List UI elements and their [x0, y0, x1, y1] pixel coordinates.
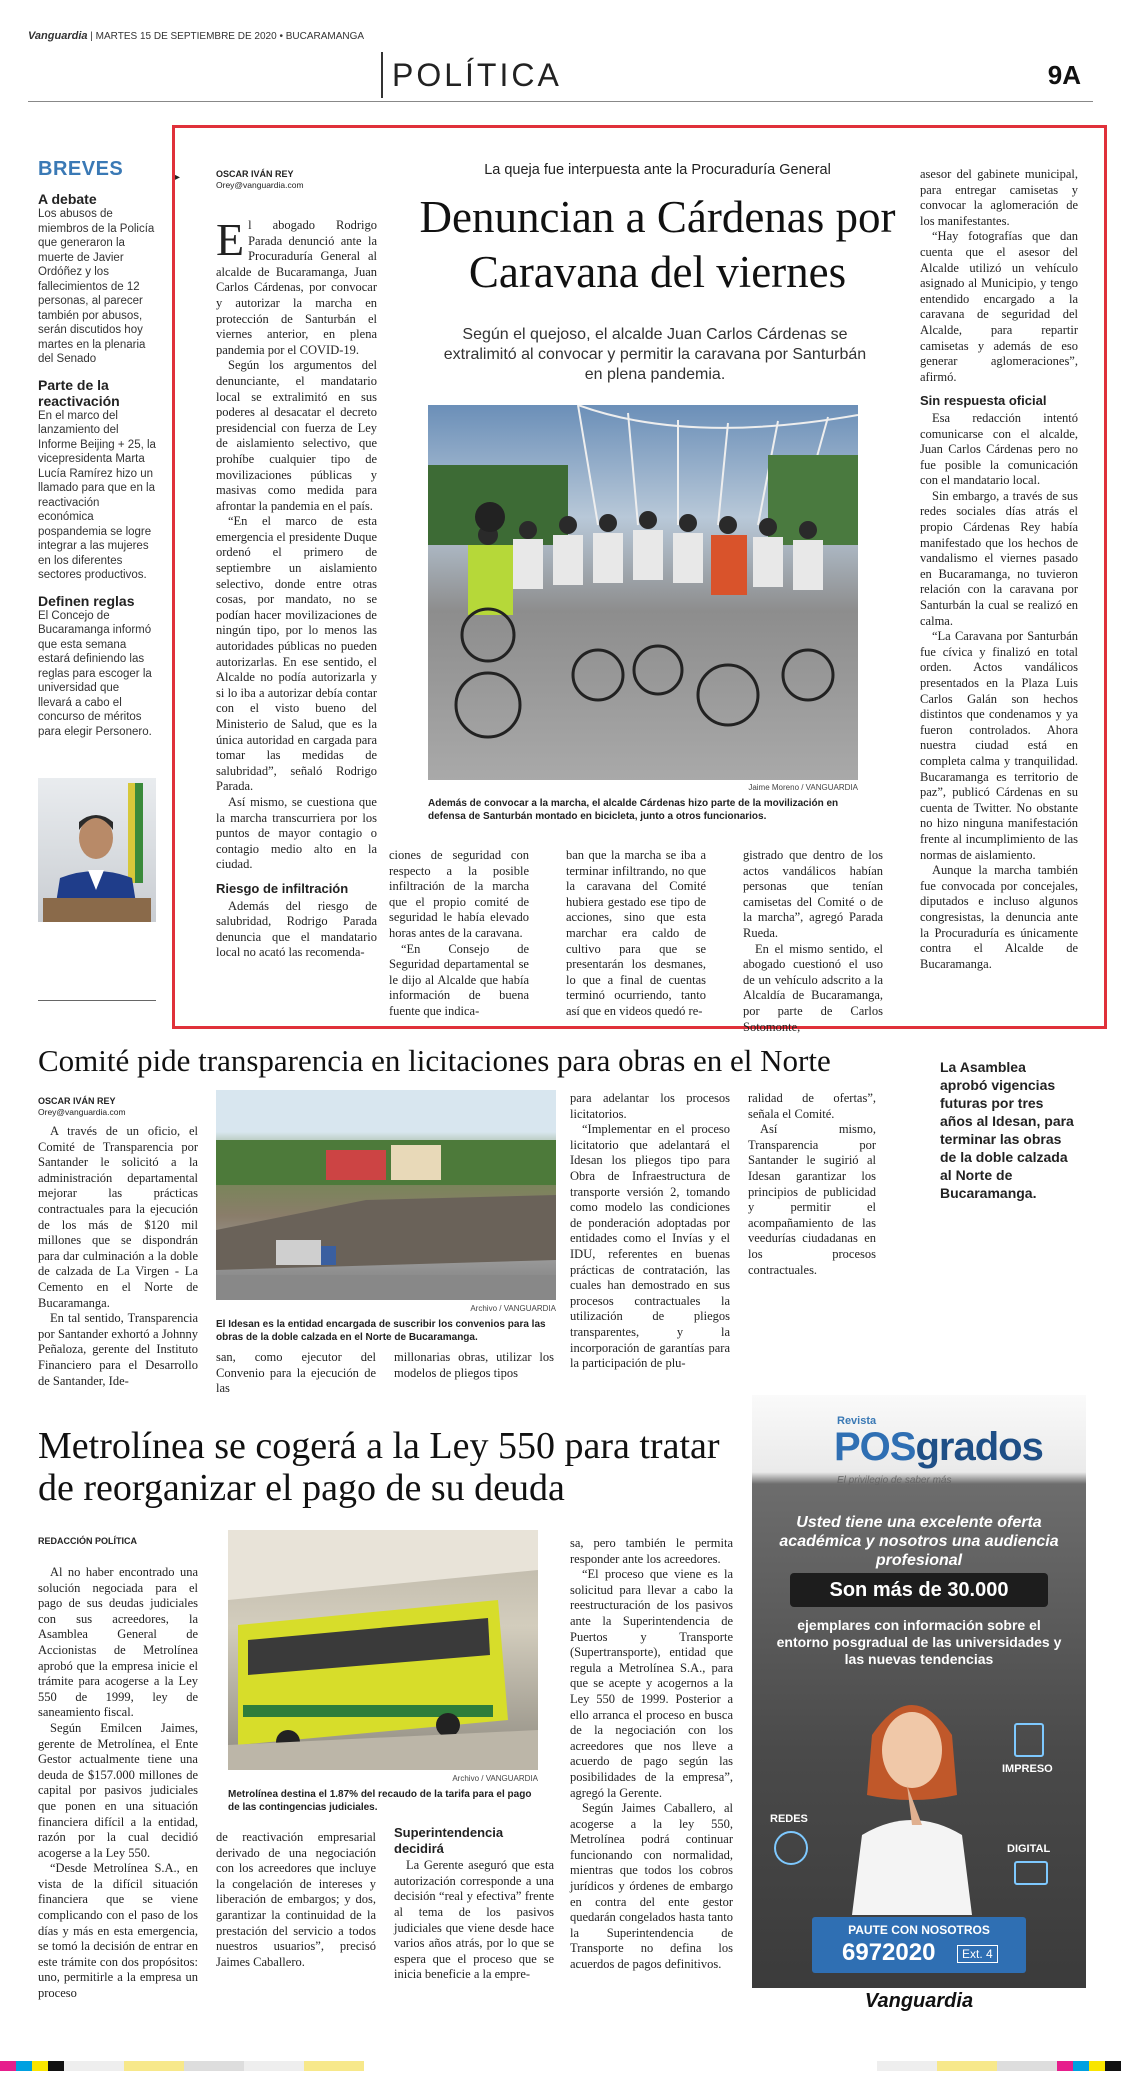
article2-headline: Comité pide transparencia en licitaciones para obras en el Norte — [38, 1043, 831, 1078]
breve-heading: Definen reglas — [38, 592, 135, 609]
main-column-3: ban que la marcha se iba a terminar infiltrando, no que la caravana del Comité hubiera gestado ese tipo de acciones, sino que esta marchar era caldo de cultivo para que se presentarán los desmanes, lo que a final de cuentas terminó ocurriendo, tanto así que en videos quedó re- — [566, 848, 706, 1018]
print-color-bar — [0, 2058, 1121, 2068]
digital-icon — [1014, 1861, 1048, 1885]
social-icon — [774, 1831, 808, 1865]
article2-sidebar-quote: La Asamblea aprobó vigencias futuras por tres años al Idesan, para terminar las obras de la doble calzada al Norte de Bucaramanga. — [940, 1059, 1074, 1201]
road-works-photo — [216, 1090, 556, 1300]
article2-column-2b: millonarias obras, utilizar los modelos de pliegos tipos — [394, 1350, 554, 1380]
page-number: 9A — [1047, 60, 1081, 90]
brand-logo: Vanguardia — [28, 30, 88, 42]
article3-column-1: Al no haber encontrado una solución negociada para el pago de sus deudas judiciales con sus acreedores, la Asamblea General de Accionistas de Metrolínea aprobó que la empresa inicie el trámite para acogerse a la Ley 550 de 1999, ley de saneamiento fiscal. Según Emilcen Jaimes, gerente de Metrolínea, el Ente Gestor actualmente tiene una deuda de $157.000 millones de capital por pasivos judiciales que ponen en una situación financiera difícil a la entidad, razón por la cual decidió acogerse a la Ley 550. “Desde Metrolínea S.A., en vista de la difícil situación financiera que se viene complicando con el paso de los días y más en esta emergencia, se tomó la decisión de entrar en este trámite con dos propósitos: uno, permitirle a la empresa un proceso — [38, 1565, 198, 2001]
breves-title: BREVES — [38, 158, 124, 180]
ad-redes: REDES — [770, 1813, 808, 1825]
subhead: Riesgo de infiltración — [216, 880, 349, 896]
article3-byline: REDACCIÓN POLÍTICA — [38, 1536, 137, 1546]
byline-email: Orey@vanguardia.com — [216, 180, 304, 190]
masthead: Vanguardia | MARTES 15 DE SEPTIEMBRE DE 2020 • BUCARAMANGA — [28, 30, 365, 42]
article3-column-2b: Superintendencia decidirá La Gerente aseguró que esta autorización corresponde a una decisión “real y efectiva” frente al tema de los pasivos judiciales que viene desde hace varios años atrás, por lo que se espera que el proceso que se inicia beneficie a la empre- — [394, 1825, 554, 1982]
ad-tagline: El privilegio de saber más — [837, 1475, 952, 1486]
main-column-right: asesor del gabinete municipal, para entregar camisetas y convocar la aglomeración de los manifestantes. “Hay fotografías que dan cuenta que el asesor del Alcalde utilizó un vehículo asignado al Municipio, y tengo entendido encargado a la caravana de seguridad del Alcalde, para repartir camisetas y además de eso generar aglomeraciones”, afirmó. Sin respuesta oficial Esa redacción intentó comunicarse con el alcalde, Juan Carlos Cárdenas pero no fue posible la comunicación con el mandatario local. Sin embargo, a través de sus redes sociales días atrás el propio Cárdenas Rey había manifestado que los hechos de vandalismo el viernes pasado en Bucaramanga, no tuvieron relación con la caravana por Santurbán la cual se realizó en calma. “La Caravana por Santurbán fue cívica y finalizó en total orden. Actos vandálicos presentados en la Plaza Luis Carlos Galán son hechos distintos que condenamos y ya fueron controlados. Ahora nuestra ciudad está en completa calma y tranquilidad. Bucaramanga es territorio de paz”, publicó Cárdenas en su cuenta de Twitter. No obstante no hizo ninguna manifestación frente al incumplimiento de las normas de aislamiento. Aunque la marcha también fue convocada por concejales, diputados e incluso algunos congresistas, la denuncia ante la Procuraduría es únicamente contra el Alcalde de Bucaramanga. — [920, 167, 1078, 971]
photo-credit: Archivo / VANGUARDIA — [452, 1774, 538, 1783]
article2-byline: OSCAR IVÁN REY Orey@vanguardia.com — [38, 1096, 126, 1117]
woman-illustration — [812, 1675, 1012, 1915]
photo-credit: Archivo / VANGUARDIA — [470, 1304, 556, 1313]
subhead: Sin respuesta oficial — [920, 393, 1047, 409]
ad-revista: Revista — [837, 1415, 877, 1427]
mayor-portrait-photo — [38, 778, 156, 922]
article2-column-4: ralidad de ofertas”, señala el Comité. Así mismo, Transparencia por Santander le sugirió al Idesan garantizar los principios de publicidad y permitir el acompañamiento de las veedurías ciudadanas en los procesos contractuales. — [748, 1091, 876, 1277]
photo-credit: Jaime Moreno / VANGUARDIA — [748, 783, 858, 792]
header-rule — [28, 101, 1093, 102]
article2-column-1: A través de un oficio, el Comité de Transparencia por Santander le solicitó a la administración departamental mejorar las prácticas contractuales para la ejecución de los más de $120 mil millones que se dispondrán para dar culminación a la doble de calzada de La Virgen - La Cemento en el Norte de Bucaramanga. En tal sentido, Transparencia por Santander exhortó a Johnny Peñaloza, gerente del Instituto Financiero para el Desarrollo de Santander, Ide- — [38, 1124, 198, 1388]
breve-heading: Parte de la reactivación — [38, 376, 120, 409]
byline-name: OSCAR IVÁN REY — [216, 169, 294, 179]
subhead: Superintendencia decidirá — [394, 1825, 504, 1856]
ad-line-1: Usted tiene una excelente oferta académica y nosotros una audiencia profesional — [779, 1514, 1059, 1569]
section-divider — [381, 52, 383, 98]
metrolinea-bus-photo — [228, 1530, 538, 1770]
photo-caption: Además de convocar a la marcha, el alcalde Cárdenas hizo parte de la movilización en defensa de Santurbán montado en bicicleta, junto a otros funcionarios. — [428, 798, 839, 822]
ad-cta-box: PAUTE CON NOSOTROS 6972020 Ext. 4 — [812, 1917, 1026, 1973]
main-kicker: La queja fue interpuesta ante la Procuraduría General — [484, 162, 831, 178]
photo-caption: Metrolínea destina el 1.87% del recaudo de la tarifa para el pago de las contingencias judiciales. — [228, 1789, 532, 1813]
main-dek: Según el quejoso, el alcalde Juan Carlos Cárdenas se extralimitó al convocar y permitir la caravana por Santurbán en plena pandemia. — [443, 326, 867, 383]
ad-impreso: IMPRESO — [1002, 1763, 1053, 1775]
drop-cap: E — [216, 214, 245, 265]
main-column-4: gistrado que dentro de los actos vandálicos habían personas que tenían camisetas del Comité o de la marcha”, agregó Parada Rueda. En el mismo sentido, el abogado cuestionó el uso de un vehículo adscrito a la Alcaldía de Bucaramanga, por parte de Carlos Sotomonte, — [743, 848, 883, 1034]
ad-digital: DIGITAL — [1007, 1843, 1051, 1855]
article2-column-2a: san, como ejecutor del Convenio para la ejecución de las — [216, 1350, 376, 1396]
ad-ext: Ext. 4 — [957, 1945, 998, 1963]
breves-rule — [38, 1000, 156, 1001]
article3-headline: Metrolínea se cogerá a la Ley 550 para tratar de reorganizar el pago de su deuda — [38, 1425, 720, 1509]
ad-brand: POSgrados — [834, 1425, 1043, 1469]
breve-text: En el marco del lanzamiento del Informe Beijing + 25, la vicepresidenta Marta Lucía Ramírez hizo un llamado para que en la reactivación económica pospandemia se logre integrar a las mujeres en los diferentes sectores productivos. — [38, 409, 156, 581]
article2-column-3: para adelantar los procesos licitatorios. “Implementar en el proceso licitatorio que adelantará el Idesan los pliegos tipo para Obra de Infraestructura de transporte versión 2, tomando como modelo las condiciones de ponderación adoptadas por entidades como el Invías y el IDU, referentes en buenas prácticas de contratación, las cuales han demostrado en sus procesos contractuales la utilización de pliegos transparentes, y la incorporación de garantías para la participación de plu- — [570, 1091, 730, 1371]
ad-footer-brand: Vanguardia — [752, 1990, 1086, 2013]
breve-text: El Concejo de Bucaramanga informó que esta semana estará definiendo las reglas para escoger la universidad que llevará a cabo el concurso de méritos para elegir Personero. — [38, 609, 152, 738]
ad-line-2: ejemplares con información sobre el entorno posgradual de las universidades y las nuevas tendencias — [776, 1617, 1062, 1667]
photo-caption: El Idesan es la entidad encargada de suscribir los convenios para las obras de la doble calzada en el Norte de Bucaramanga. — [216, 1319, 546, 1343]
dateline: MARTES 15 DE SEPTIEMBRE DE 2020 • BUCARAMANGA — [95, 31, 365, 42]
caravan-photo — [428, 405, 858, 780]
article-marker-icon: ▸ — [175, 172, 181, 183]
ad-phone: 6972020 — [842, 1939, 936, 1966]
main-column-2: ciones de seguridad con respecto a la posible infiltración de la marcha que el propio comité de seguridad le había elevado horas antes de la caravana. “En Consejo de Seguridad departamental se le dijo al Alcalde que había información de buena fuente que indica- — [389, 848, 529, 1018]
article3-column-3: sa, pero también le permita responder ante los acreedores. “El proceso que viene es la solicitud para llevar a cabo la reestructuración de los pasivos ante la Superintendencia de Puertos y Transporte (Supertransporte), entidad que regula a Metrolínea S.A., para que se acepte y acogernos a la Ley 550 de 1999. Posterior a ello arranca el proceso en busca de la negociación con los acreedores que nos lleve a acuerdo de pago según las posibilidades de la empresa”, agregó la Gerente. Según Jaimes Caballero, al acogerse a la ley 550, Metrolínea podrá continuar funcionando con normalidad, mientras que todos los cobros jurídicos y órdenes de embargo en contra del ente gestor quedarán congelados hasta tanto la Superintendencia de Transporte no defina los acuerdos de pagos definitivos. — [570, 1536, 733, 1972]
section-title: POLÍTICA — [392, 57, 562, 93]
article3-column-2a: de reactivación empresarial derivado de una negociación con los acreedores que incluye la congelación de intereses y liberación de embargos; y dos, garantizar la continuidad de la prestación del servicio a todos nuestros usuarios”, precisó Jaimes Caballero. — [216, 1830, 376, 1969]
ad-big-number: Son más de 30.000 — [790, 1573, 1048, 1607]
main-byline — [216, 169, 366, 191]
breve-heading: A debate — [38, 191, 97, 207]
print-icon — [1014, 1723, 1044, 1757]
breve-text: Los abusos de miembros de la Policía que generaron la muerte de Javier Ordóñez y los fallecimientos de 12 personas, al parecer también por abusos, serán discutidos hoy martes en la plenaria del Senado — [38, 208, 155, 365]
posgrados-ad — [752, 1395, 1086, 1988]
main-column-1: E l abogado Rodrigo Parada denunció ante la Procuraduría General al alcalde de Bucaramanga, Juan Carlos Cárdenas, por convocar y autorizar la marcha en protección de Santurbán el viernes anterior, en plena pandemia por el COVID-19. Según los argumentos del denunciante, el mandatario local se extralimitó en sus poderes al desacatar el decreto presidencial con fuerza de Ley de aislamiento selectivo, que prohíbe cualquier tipo de movilizaciones públicas y masivas como medida para afrontar la pandemia en el país. “En el marco de esta emergencia el presidente Duque ordenó el primero de septiembre un aislamiento selectivo, donde entre otras cosas, por mandato, no se podían hacer movilizaciones de ningún tipo, por lo menos las autoridades públicas no pueden autorizarlas. En ese sentido, el Alcalde no podía autorizarla y si lo iba a autorizar debía contar con el visto bueno del Ministerio de Salud, que es la única autoridad en cargada para tomar las medidas de salubridad”, señaló Rodrigo Parada. Así mismo, se cuestiona que la marcha transcurriera por los puntos de mayor contagio o contagio medio alto en la ciudad. Riesgo de infiltración Además del riesgo de salubridad, Rodrigo Parada denuncia que el mandatario local no acató las recomenda- — [216, 214, 377, 960]
breves-column — [38, 158, 156, 739]
main-headline: Denuncian a Cárdenas por Caravana del viernes — [419, 192, 896, 297]
